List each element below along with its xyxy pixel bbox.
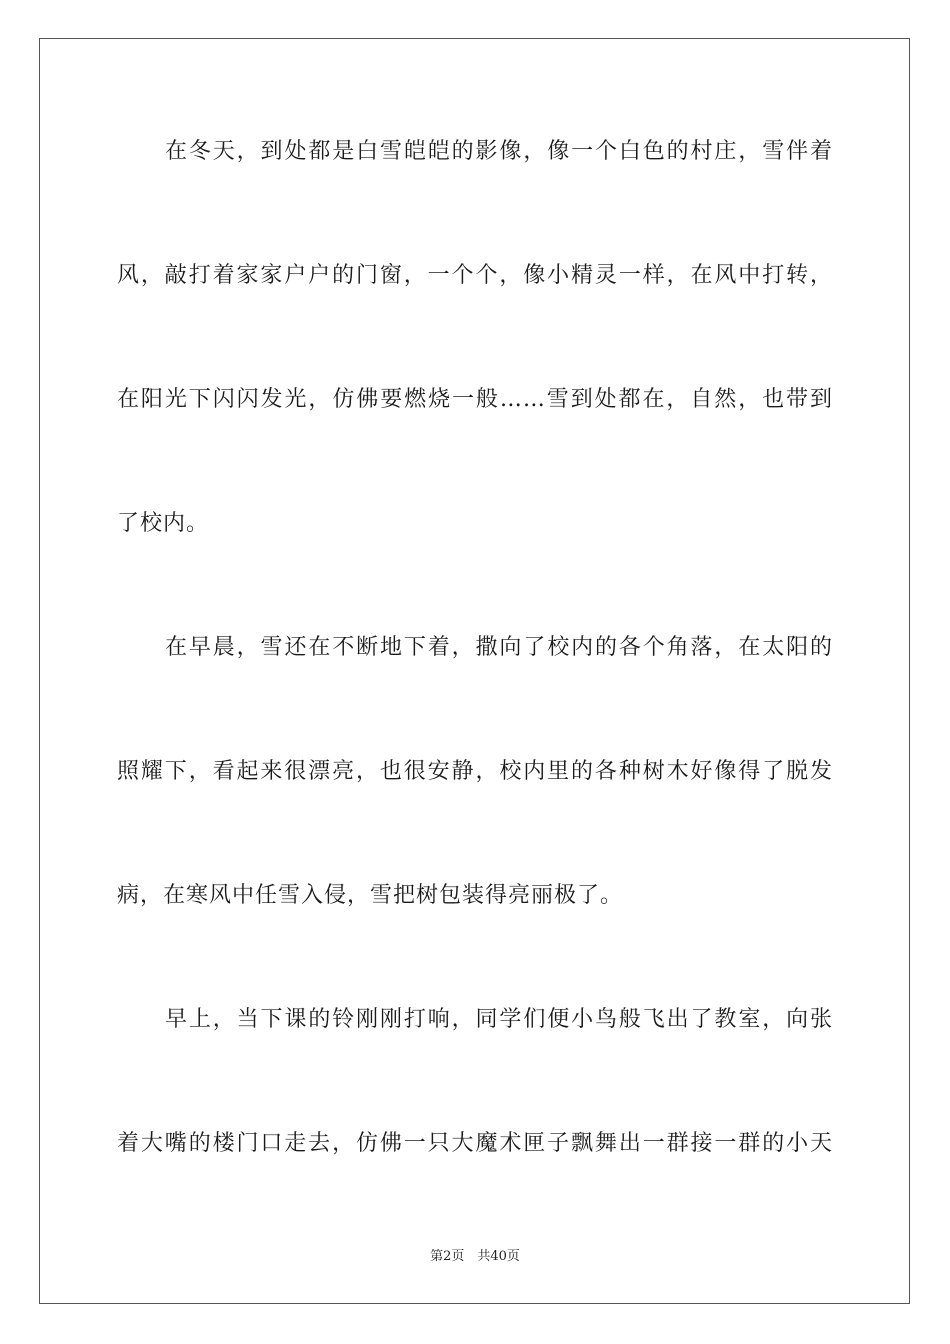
document-body [117, 118, 833, 1234]
text-line: 着大嘴的楼门口走去，仿佛一只大魔术匣子飘舞出一群接一群的小天 [117, 1131, 833, 1156]
text-line: 早上，当下课的铃刚刚打响，同学们便小鸟般飞出了教室，向张 [165, 1007, 833, 1032]
text-line: 了校内。 [117, 511, 210, 536]
text-line: 病，在寒风中任雪入侵，雪把树包装得亮丽极了。 [117, 883, 624, 908]
text-line: 照耀下，看起来很漂亮，也很安静，校内里的各种树木好像得了脱发 [117, 759, 833, 784]
text-line: 在早晨，雪还在不断地下着，撒向了校内的各个角落，在太阳的 [165, 635, 833, 660]
text-line: 在阳光下闪闪发光，仿佛要燃烧一般……雪到处都在，自然，也带到 [117, 387, 833, 412]
text-line: 风，敲打着家家户户的门窗，一个个，像小精灵一样，在风中打转， [117, 263, 833, 288]
text-line: 在冬天，到处都是白雪皑皑的影像，像一个白色的村庄，雪伴着 [165, 139, 833, 164]
page-number-footer: 第2页 共40页 [430, 1249, 520, 1264]
